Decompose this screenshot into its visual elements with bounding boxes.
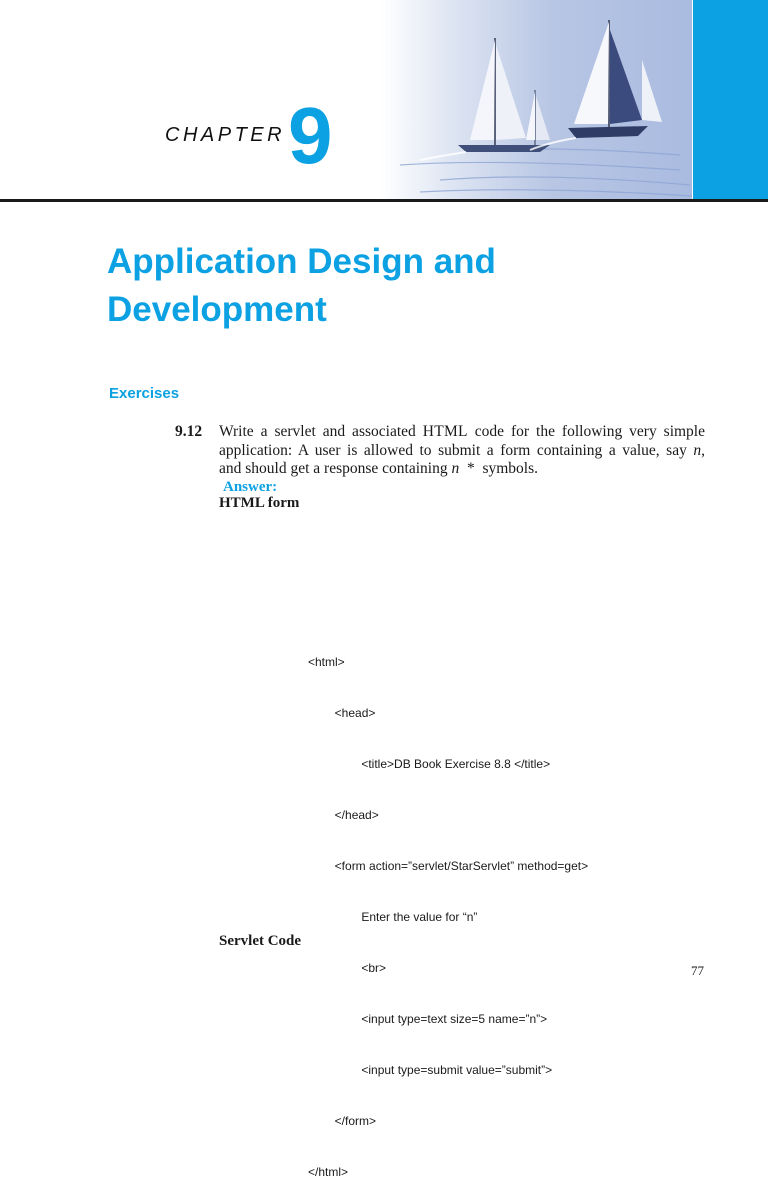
code-line: <title>DB Book Exercise 8.8 </title> bbox=[308, 757, 551, 771]
code-line: <form action=”servlet/StarServlet” method=get> bbox=[308, 859, 589, 873]
header-photo-sailboats bbox=[380, 0, 692, 200]
code-line: <br> bbox=[308, 961, 387, 975]
code-listing bbox=[308, 620, 588, 1198]
chapter-title-line: Application Design and bbox=[107, 242, 496, 281]
chapter-color-tab bbox=[693, 0, 768, 200]
section-heading: Exercises bbox=[109, 385, 180, 402]
code-line: </html> bbox=[308, 1165, 349, 1179]
chapter-title bbox=[107, 238, 667, 334]
servlet-code-heading: Servlet Code bbox=[219, 933, 302, 949]
answer-label: Answer: bbox=[223, 479, 278, 495]
sailboat-right-icon bbox=[568, 20, 662, 138]
exercise-number: 9.12 bbox=[175, 423, 203, 440]
chapter-label: CHAPTER bbox=[165, 124, 286, 146]
code-line: <input type=text size=5 name=”n”> bbox=[308, 1012, 548, 1026]
code-line: Enter the value for “n” bbox=[308, 910, 478, 924]
code-line: <input type=submit value=”submit”> bbox=[308, 1063, 553, 1077]
html-form-heading: HTML form bbox=[219, 495, 300, 511]
exercise-text-line: application: A user is allowed to submit a form containing a value, say n, bbox=[219, 441, 705, 459]
page-number: 77 bbox=[691, 963, 704, 978]
exercise-text-line: and should get a response containing n * symbols. bbox=[219, 460, 539, 477]
exercise-text-line: Write a servlet and associated HTML code for the following very simple bbox=[219, 423, 705, 440]
code-line: <html> bbox=[308, 655, 345, 669]
code-line: </form> bbox=[308, 1114, 377, 1128]
chapter-title-line: Development bbox=[107, 290, 327, 329]
code-line: <head> bbox=[308, 706, 376, 720]
code-line: </head> bbox=[308, 808, 379, 822]
exercise-text bbox=[219, 423, 705, 479]
sailboat-left-icon bbox=[458, 38, 550, 152]
header-rule bbox=[0, 199, 768, 202]
chapter-number: 9 bbox=[288, 91, 333, 180]
